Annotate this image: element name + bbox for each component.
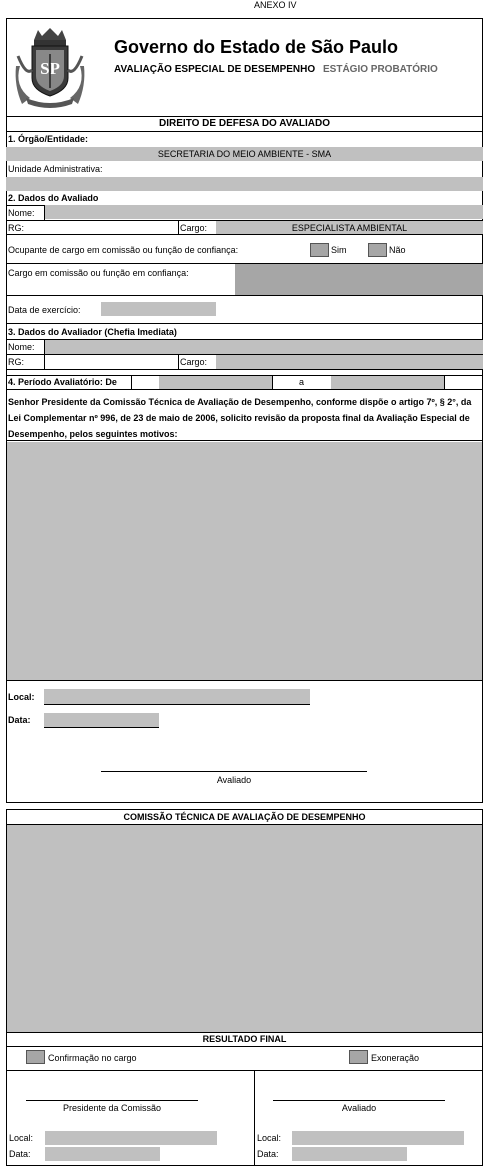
evaluator-cargo-label: Cargo: bbox=[180, 357, 208, 367]
confirm-checkbox[interactable] bbox=[26, 1050, 45, 1064]
reasons-field[interactable] bbox=[7, 442, 482, 680]
president-local-label: Local: bbox=[9, 1133, 34, 1143]
logo-letters: SP bbox=[40, 59, 60, 78]
president-label: Presidente da Comissão bbox=[62, 1103, 162, 1113]
result-title: RESULTADO FINAL bbox=[202, 1034, 287, 1044]
president-data-label: Data: bbox=[9, 1149, 31, 1159]
avaliado-local-label: Local: bbox=[257, 1133, 282, 1143]
cargo-comissao-field[interactable] bbox=[235, 264, 483, 295]
data-field[interactable] bbox=[44, 713, 159, 727]
form-title: DIREITO DE DEFESA DO AVALIADO bbox=[159, 118, 330, 129]
sim-checkbox[interactable] bbox=[310, 243, 329, 257]
data-label: Data: bbox=[8, 715, 31, 725]
evaluated-name-label: Nome: bbox=[8, 208, 35, 218]
header-subtitle: AVALIAÇÃO ESPECIAL DE DESEMPENHO bbox=[114, 64, 316, 75]
avaliado-signature-line bbox=[101, 771, 367, 772]
request-text: Senhor Presidente da Comissão Técnica de Avaliação de Desempenho, conforme dispõe o artigo 7º, § 2°, da Lei Complementar nº 996, de 23 de maio de 2006, solicito revisão da proposta final da Avaliação Especial de Desempenho, pelos seguintes motivos: bbox=[8, 397, 472, 439]
unit-label: Unidade Administrativa: bbox=[8, 164, 103, 174]
local-field[interactable] bbox=[44, 689, 310, 704]
evaluator-rg-label: RG: bbox=[8, 357, 25, 367]
commission-avaliado-label: Avaliado bbox=[341, 1103, 377, 1113]
ocupante-label: Ocupante de cargo em comissão ou função de confiança: bbox=[8, 245, 239, 255]
data-exercicio-field[interactable] bbox=[101, 302, 216, 316]
nao-checkbox[interactable] bbox=[368, 243, 387, 257]
annex-label: ANEXO IV bbox=[254, 0, 297, 10]
header-title: Governo do Estado de São Paulo bbox=[114, 37, 399, 57]
section3-title: 3. Dados do Avaliador (Chefia Imediata) bbox=[8, 327, 177, 337]
evaluated-cargo-label: Cargo: bbox=[180, 223, 208, 233]
period-end-field[interactable] bbox=[331, 375, 444, 389]
president-signature-line bbox=[26, 1100, 198, 1101]
commission-avaliado-signature-line bbox=[273, 1100, 445, 1101]
avaliado-data-field[interactable] bbox=[292, 1147, 407, 1161]
exon-label: Exoneração bbox=[371, 1053, 420, 1063]
avaliado-local-field[interactable] bbox=[292, 1131, 464, 1145]
nao-label: Não bbox=[389, 245, 406, 255]
evaluator-name-field[interactable] bbox=[45, 340, 483, 354]
section2-title: 2. Dados do Avaliado bbox=[8, 193, 99, 203]
avaliado-data-label: Data: bbox=[257, 1149, 279, 1159]
evaluated-cargo-value: ESPECIALISTA AMBIENTAL bbox=[291, 223, 408, 233]
commission-field[interactable] bbox=[7, 825, 482, 1032]
section4-title: 4. Período Avaliatório: De bbox=[8, 377, 117, 387]
exon-checkbox[interactable] bbox=[349, 1050, 368, 1064]
unit-field[interactable] bbox=[6, 177, 483, 191]
sim-label: Sim bbox=[331, 245, 347, 255]
header-stage: ESTÁGIO PROBATÓRIO bbox=[323, 64, 438, 75]
avaliado-signature-label: Avaliado bbox=[216, 775, 252, 785]
section1-title: 1. Órgão/Entidade: bbox=[8, 134, 89, 144]
period-a-label: a bbox=[299, 377, 305, 387]
president-data-field[interactable] bbox=[45, 1147, 160, 1161]
evaluator-cargo-field[interactable] bbox=[216, 355, 483, 369]
commission-title: COMISSÃO TÉCNICA DE AVALIAÇÃO DE DESEMPENHO bbox=[123, 812, 366, 822]
evaluated-rg-label: RG: bbox=[8, 223, 25, 233]
confirm-label: Confirmação no cargo bbox=[48, 1053, 137, 1063]
local-label: Local: bbox=[8, 692, 35, 702]
org-value: SECRETARIA DO MEIO AMBIENTE - SMA bbox=[157, 149, 332, 159]
evaluated-name-field[interactable] bbox=[45, 205, 483, 219]
period-start-field[interactable] bbox=[159, 375, 272, 389]
data-exercicio-label: Data de exercício: bbox=[8, 305, 81, 315]
president-local-field[interactable] bbox=[45, 1131, 217, 1145]
sao-paulo-coat-of-arms-icon bbox=[12, 26, 88, 108]
evaluator-name-label: Nome: bbox=[8, 342, 35, 352]
cargo-comissao-label: Cargo em comissão ou função em confiança: bbox=[8, 268, 189, 278]
